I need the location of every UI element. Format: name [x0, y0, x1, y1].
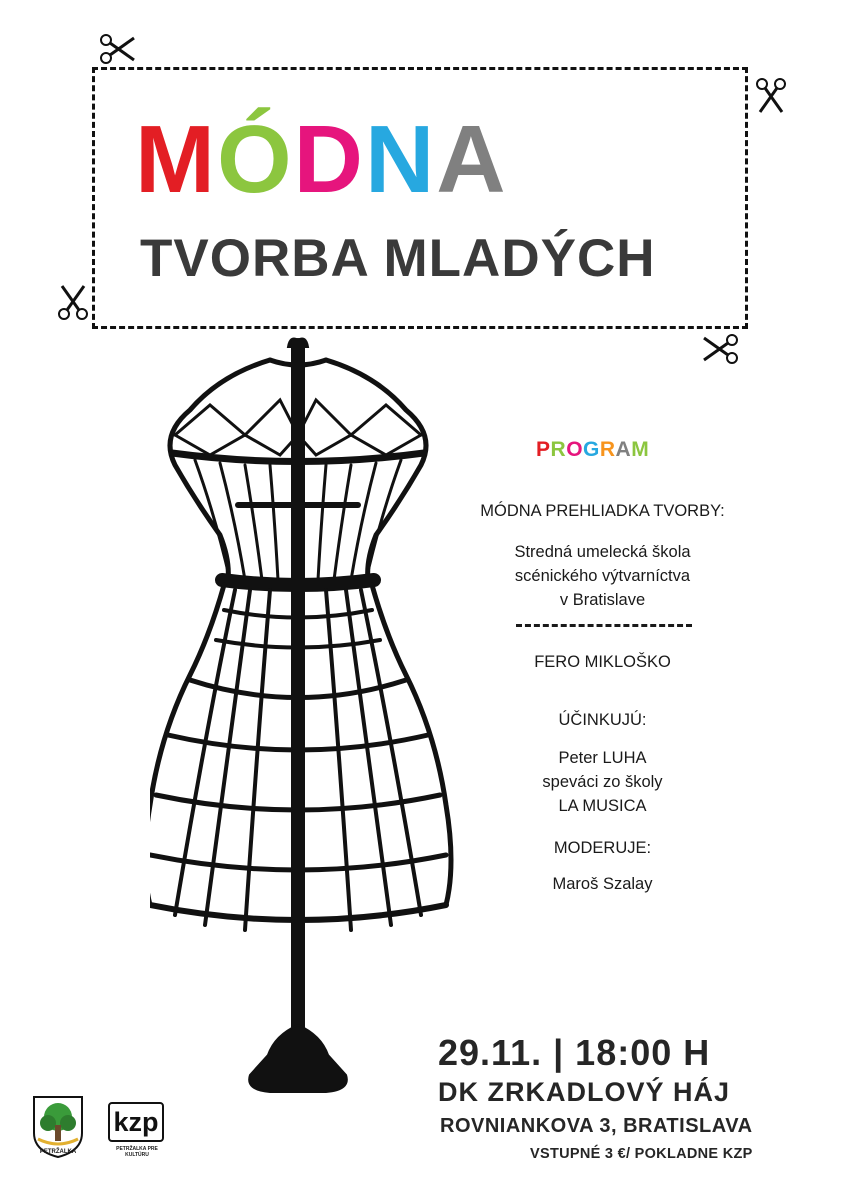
event-address: ROVNIANKOVA 3, BRATISLAVA [440, 1115, 753, 1137]
poster-subtitle: TVORBA MLADÝCH [140, 229, 656, 288]
performer: LA MUSICA [558, 797, 647, 815]
scissors-icon [54, 282, 94, 322]
performer: Peter LUHA [558, 749, 647, 767]
title-letter: Ó [216, 106, 294, 213]
program-letter: P [536, 438, 551, 461]
program-letter: G [583, 438, 600, 461]
program-letter: A [615, 438, 632, 461]
kzp-logo [106, 1102, 168, 1160]
program-letter: M [631, 438, 650, 461]
event-datetime: 29.11. | 18:00 H [438, 1032, 711, 1073]
program-letter: R [599, 438, 616, 461]
scissors-icon [750, 76, 790, 116]
school-line: Stredná umelecká škola [514, 543, 691, 561]
title-letter: D [293, 106, 365, 213]
petrzalka-crest-logo [30, 1093, 86, 1161]
host-label: MODERUJE: [553, 839, 652, 857]
title-letter: A [436, 106, 508, 213]
title-letter: M [135, 106, 217, 213]
show-title: MÓDNA PREHLIADKA TVORBY: [480, 502, 725, 520]
guest-name: FERO MIKLOŠKO [534, 653, 671, 671]
host-name: Maroš Szalay [552, 875, 653, 893]
school-line: v Bratislave [559, 591, 646, 609]
kzp-caption: PETRŽALKA PRE KULTÚRU [116, 1146, 158, 1158]
event-venue: DK ZRKADLOVÝ HÁJ [438, 1077, 731, 1107]
event-price: VSTUPNÉ 3 €/ POKLADNE KZP [530, 1146, 753, 1162]
poster-title [135, 106, 508, 213]
divider [516, 624, 692, 627]
program-letter: R [550, 438, 567, 461]
program-heading [536, 438, 649, 462]
school-line: scénického výtvarníctva [514, 567, 691, 585]
performers-label: ÚČINKUJÚ: [558, 711, 647, 729]
scissors-icon [700, 328, 740, 368]
title-letter: N [364, 106, 437, 213]
crest-caption: PETRŽALKA [39, 1149, 77, 1155]
kzp-logo-text: kzp [108, 1102, 164, 1142]
scissors-icon [98, 30, 138, 70]
performer: speváci zo školy [542, 773, 663, 791]
program-letter: O [566, 438, 584, 461]
